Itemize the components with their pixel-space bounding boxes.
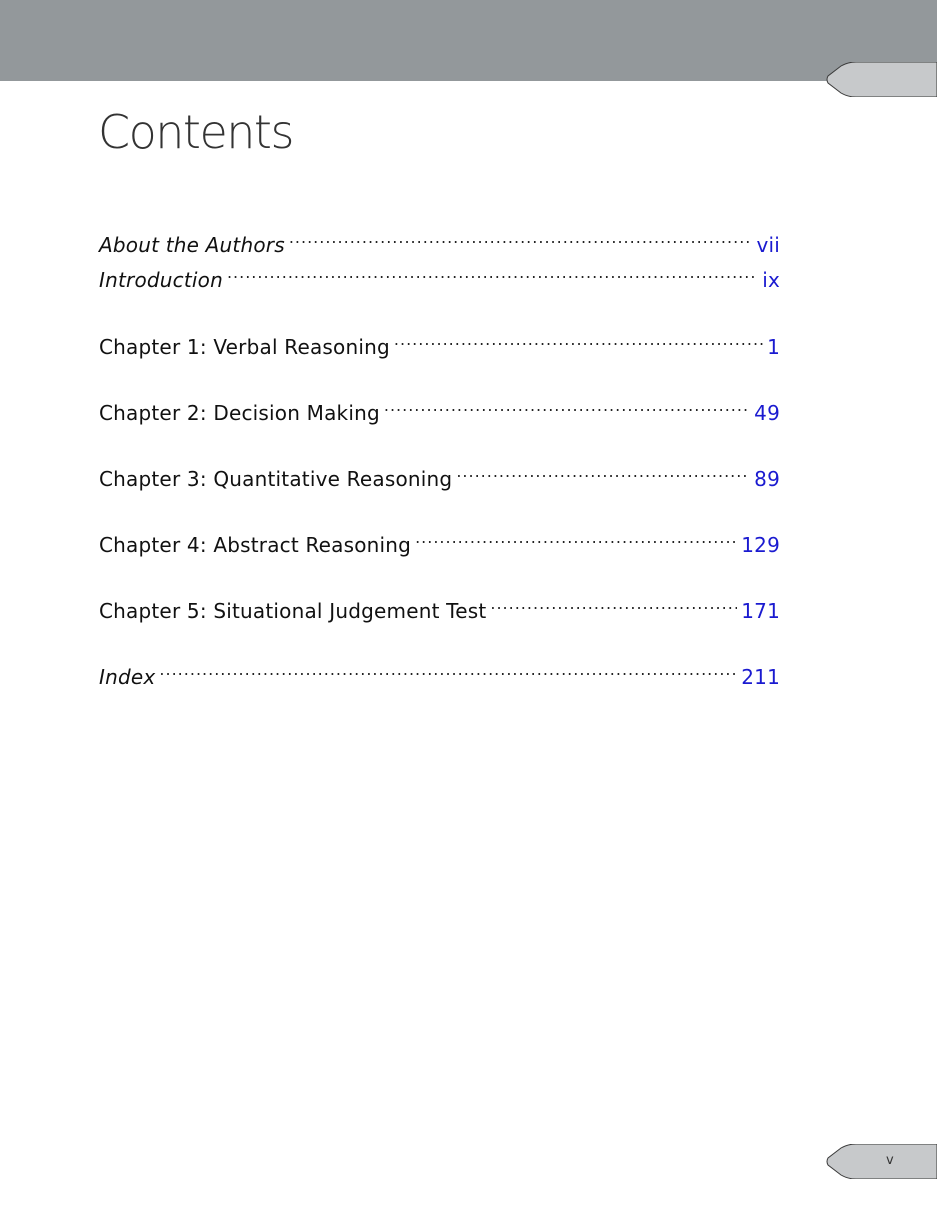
toc-entry-label: Index <box>99 665 156 689</box>
page-number: v <box>886 1153 895 1168</box>
toc-page-link[interactable]: 211 <box>741 665 780 689</box>
dot-leader <box>384 390 750 420</box>
toc-page-link[interactable]: 171 <box>741 599 780 623</box>
toc-entry-about-authors[interactable] <box>99 222 780 260</box>
dot-leader <box>415 522 737 552</box>
dot-leader <box>456 456 750 486</box>
toc-page-link[interactable]: 1 <box>767 335 780 359</box>
toc-entry-label: Chapter 5: Situational Judgement Test <box>99 599 487 623</box>
toc-entry-chapter-1[interactable] <box>99 324 780 362</box>
dot-leader <box>289 222 753 252</box>
toc-page-link[interactable]: 89 <box>754 467 780 491</box>
toc-entry-label: About the Authors <box>99 233 285 257</box>
header-page-tab <box>826 62 937 97</box>
footer-page-tab <box>826 1144 937 1179</box>
toc-page-link[interactable]: 49 <box>754 401 780 425</box>
toc-entry-label: Chapter 2: Decision Making <box>99 401 380 425</box>
toc-page-link[interactable]: vii <box>756 233 780 257</box>
dot-leader <box>490 588 737 618</box>
toc-entry-chapter-4[interactable] <box>99 522 780 560</box>
toc-entry-index[interactable] <box>99 654 780 692</box>
toc-entry-label: Chapter 3: Quantitative Reasoning <box>99 467 453 491</box>
dot-leader <box>394 324 763 354</box>
dot-leader <box>159 654 737 684</box>
dot-leader <box>227 257 758 287</box>
toc-entry-chapter-3[interactable] <box>99 456 780 494</box>
toc-entry-introduction[interactable] <box>99 257 780 295</box>
toc-entry-chapter-5[interactable] <box>99 588 780 626</box>
toc-entry-chapter-2[interactable] <box>99 390 780 428</box>
toc-entry-label: Chapter 1: Verbal Reasoning <box>99 335 390 359</box>
header-band <box>0 0 937 81</box>
toc-page-link[interactable]: ix <box>762 268 780 292</box>
toc-entry-label: Chapter 4: Abstract Reasoning <box>99 533 412 557</box>
page-title: Contents <box>98 105 293 159</box>
toc-page-link[interactable]: 129 <box>741 533 780 557</box>
toc-entry-label: Introduction <box>99 268 223 292</box>
